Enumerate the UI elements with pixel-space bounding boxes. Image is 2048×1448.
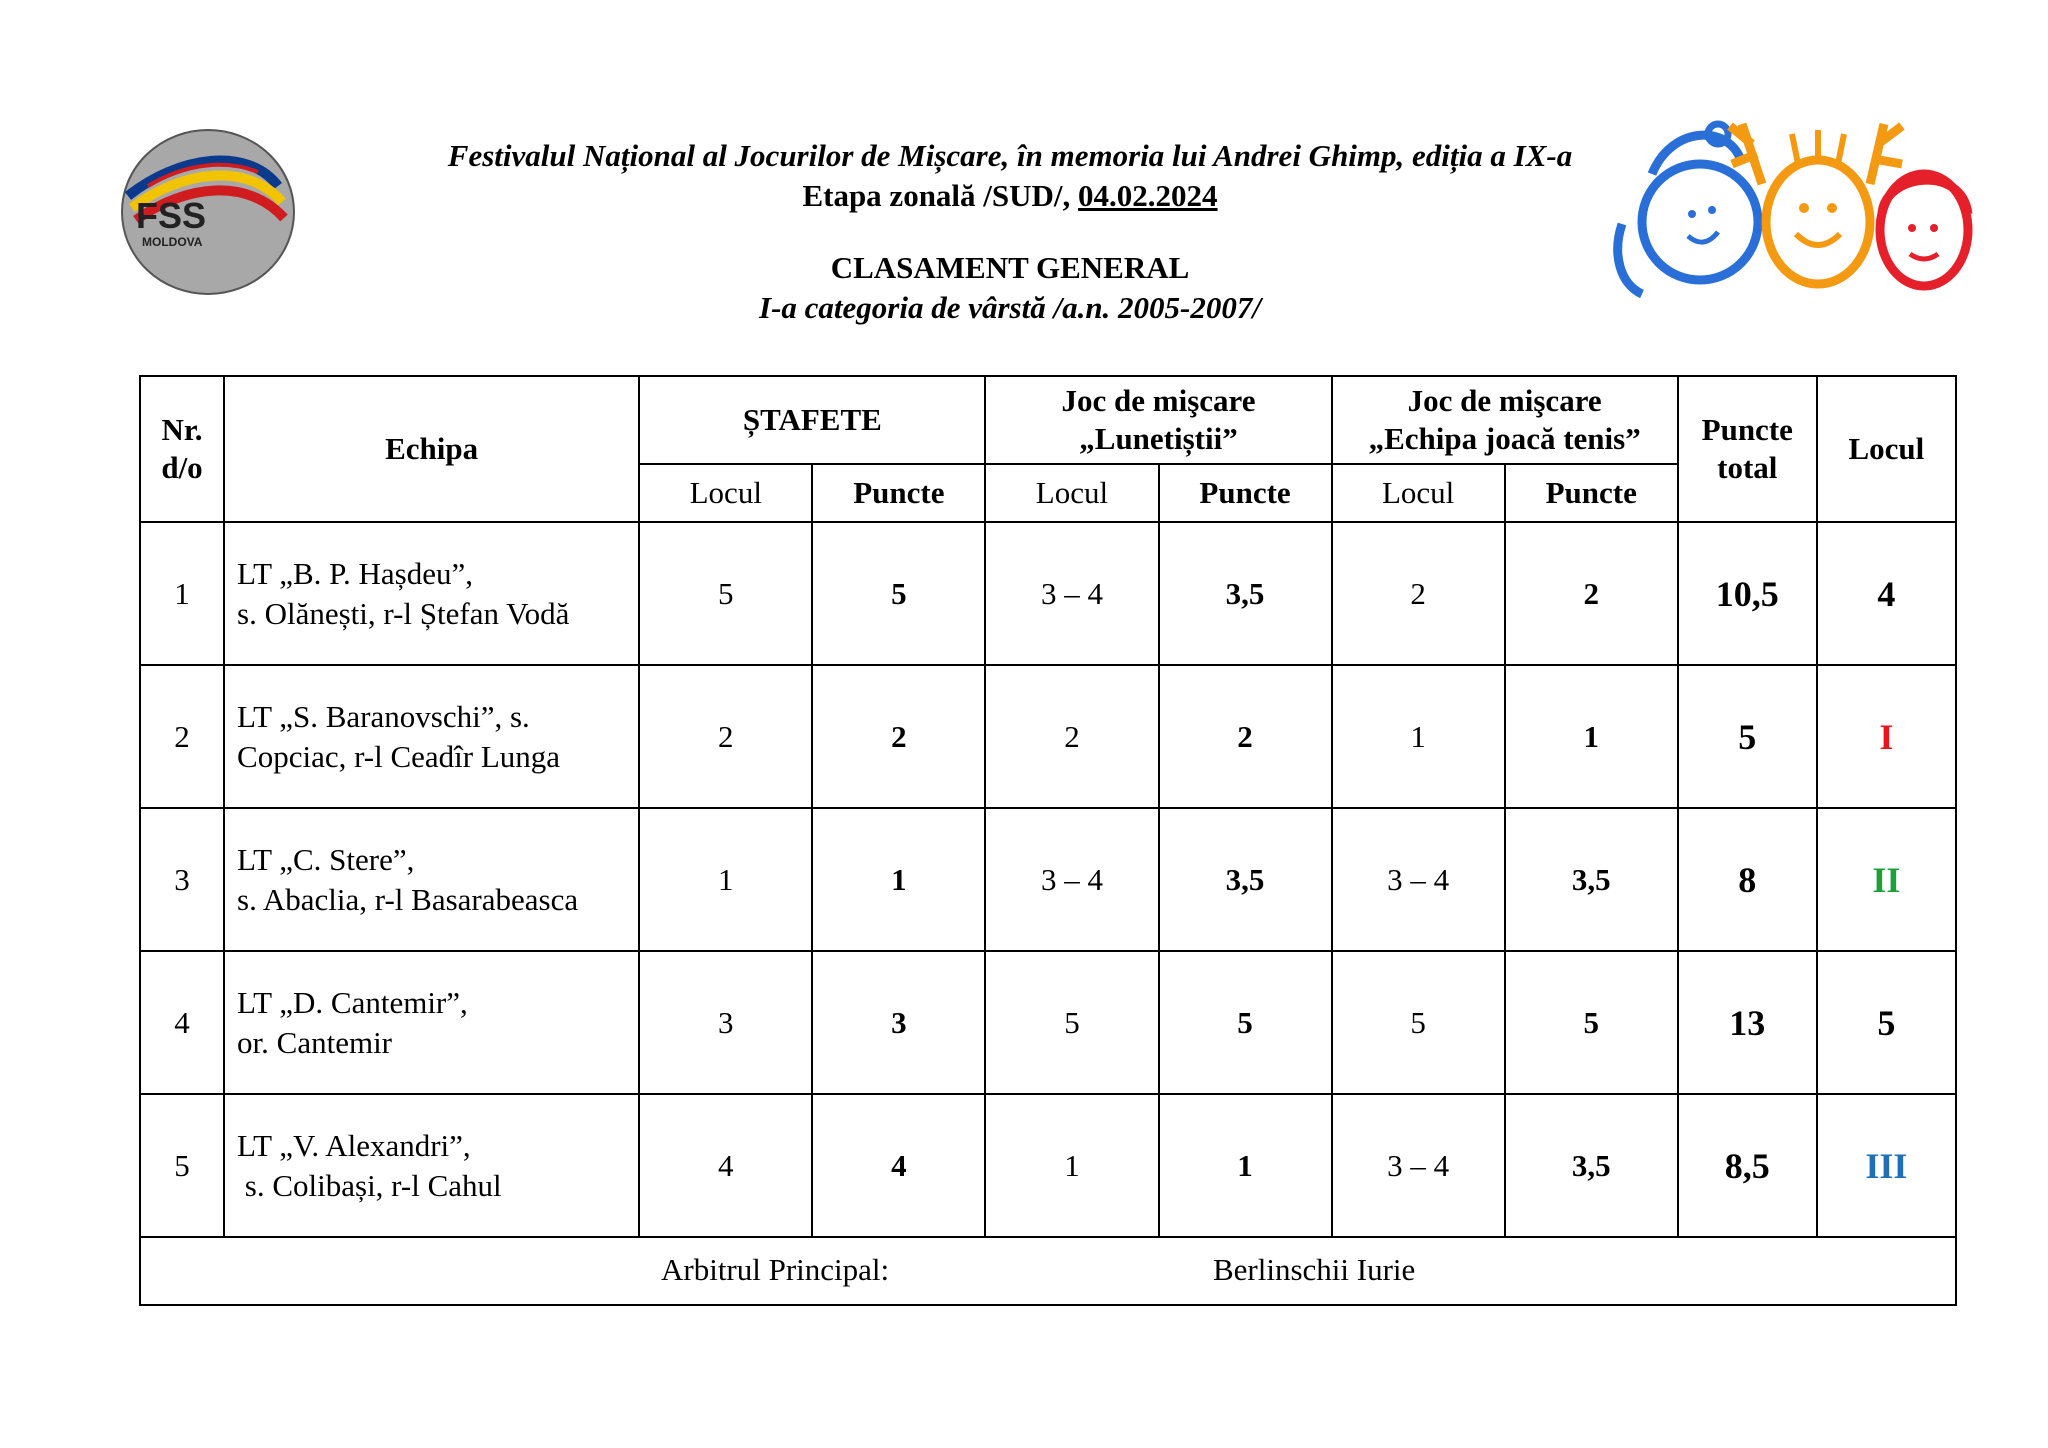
table-row: [140, 951, 1956, 1094]
cell-game2-points: 3,5: [1505, 1094, 1678, 1237]
document-header: [330, 136, 1690, 328]
game1-name: „Lunetiștii”: [1079, 421, 1238, 456]
table-row: [140, 1094, 1956, 1237]
cell-team: [224, 951, 639, 1094]
cell-relay-points: 2: [812, 665, 985, 808]
team-name: LT „C. Stere”,: [237, 841, 415, 877]
cell-total: 5: [1678, 665, 1817, 808]
cell-total: 8,5: [1678, 1094, 1817, 1237]
cell-nr: 5: [140, 1094, 224, 1237]
cell-relay-place: 2: [639, 665, 812, 808]
fss-logo-text: FSS: [136, 195, 207, 236]
cell-total: 10,5: [1678, 522, 1817, 665]
fss-logo-subtext: MOLDOVA: [142, 235, 203, 249]
cell-game1-place: 1: [985, 1094, 1158, 1237]
header-row-1: [140, 376, 1956, 464]
subheader-game2-place: Locul: [1332, 464, 1505, 522]
cell-relay-place: 4: [639, 1094, 812, 1237]
referee-name: Berlinschii Iurie: [1213, 1252, 1416, 1287]
subheader-game1-points: Puncte: [1159, 464, 1332, 522]
table-row: [140, 665, 1956, 808]
cell-game1-place: 5: [985, 951, 1158, 1094]
stage-line: [330, 176, 1690, 216]
team-location: s. Olănești, r-l Ștefan Vodă: [237, 595, 570, 631]
col-header-team: Echipa: [224, 376, 639, 522]
cell-game2-place: 3 – 4: [1332, 1094, 1505, 1237]
cell-game2-place: 2: [1332, 522, 1505, 665]
cell-game2-points: 3,5: [1505, 808, 1678, 951]
team-name: LT „V. Alexandri”,: [237, 1127, 471, 1163]
col-header-nr: Nr. d/o: [140, 376, 224, 522]
team-name: LT „S. Baranovschi”, s.: [237, 698, 530, 734]
col-header-game1: [985, 376, 1331, 464]
cell-place: I: [1817, 665, 1956, 808]
cell-relay-points: 5: [812, 522, 985, 665]
cell-relay-place: 1: [639, 808, 812, 951]
team-location: s. Colibași, r-l Cahul: [237, 1167, 502, 1203]
cell-game1-points: 5: [1159, 951, 1332, 1094]
subheader-game2-points: Puncte: [1505, 464, 1678, 522]
game1-title: Joc de mişcare: [1061, 383, 1256, 418]
cell-relay-points: 4: [812, 1094, 985, 1237]
cell-game1-place: 3 – 4: [985, 522, 1158, 665]
col-header-game2: [1332, 376, 1678, 464]
cell-total: 8: [1678, 808, 1817, 951]
team-name: LT „D. Cantemir”,: [237, 984, 468, 1020]
cell-place: III: [1817, 1094, 1956, 1237]
cell-team: [224, 808, 639, 951]
referee-label: Arbitrul Principal:: [661, 1252, 890, 1287]
stage-prefix: Etapa zonală /SUD/,: [802, 178, 1079, 213]
cell-game1-points: 1: [1159, 1094, 1332, 1237]
cell-team: [224, 1094, 639, 1237]
cell-place: II: [1817, 808, 1956, 951]
cell-relay-points: 3: [812, 951, 985, 1094]
fss-moldova-logo: [118, 126, 298, 298]
cell-nr: 2: [140, 665, 224, 808]
cell-game2-points: 2: [1505, 522, 1678, 665]
team-name: LT „B. P. Hașdeu”,: [237, 555, 473, 591]
team-location: s. Abaclia, r-l Basarabeasca: [237, 881, 579, 917]
cell-relay-points: 1: [812, 808, 985, 951]
cell-place: 5: [1817, 951, 1956, 1094]
col-header-place: Locul: [1817, 376, 1956, 522]
cell-place: 4: [1817, 522, 1956, 665]
cell-nr: 3: [140, 808, 224, 951]
page-title: CLASAMENT GENERAL: [830, 250, 1190, 285]
referee-cell: [140, 1237, 1956, 1305]
col-header-total: Puncte total: [1678, 376, 1817, 522]
stage-date: 04.02.2024: [1078, 178, 1218, 213]
cell-game2-points: 5: [1505, 951, 1678, 1094]
cell-game1-points: 2: [1159, 665, 1332, 808]
cell-game2-place: 3 – 4: [1332, 808, 1505, 951]
cell-game1-place: 2: [985, 665, 1158, 808]
subheader-game1-place: Locul: [985, 464, 1158, 522]
cell-game1-points: 3,5: [1159, 522, 1332, 665]
cell-relay-place: 3: [639, 951, 812, 1094]
standings-table: [139, 375, 1957, 1306]
cell-team: [224, 522, 639, 665]
page-subtitle: I-a categoria de vârstă /a.n. 2005-2007/: [759, 290, 1261, 325]
cell-team: [224, 665, 639, 808]
team-location: or. Cantemir: [237, 1024, 393, 1060]
cell-total: 13: [1678, 951, 1817, 1094]
cell-nr: 4: [140, 951, 224, 1094]
cell-game2-points: 1: [1505, 665, 1678, 808]
team-location: Copciac, r-l Ceadîr Lunga: [237, 738, 561, 774]
cell-game2-place: 5: [1332, 951, 1505, 1094]
table-row: [140, 808, 1956, 951]
cell-game1-points: 3,5: [1159, 808, 1332, 951]
col-header-relay: ȘTAFETE: [639, 376, 985, 464]
cell-game1-place: 3 – 4: [985, 808, 1158, 951]
table-row: [140, 522, 1956, 665]
fss-logo-icon: [118, 126, 298, 298]
festival-title: Festivalul Național al Jocurilor de Mișcare, în memoria lui Andrei Ghimp, ediția a IX-a: [447, 138, 1573, 173]
cell-game2-place: 1: [1332, 665, 1505, 808]
cell-nr: 1: [140, 522, 224, 665]
cell-relay-place: 5: [639, 522, 812, 665]
game2-name: „Echipa joacă tenis”: [1368, 421, 1641, 456]
footer-row: [140, 1237, 1956, 1305]
subheader-relay-points: Puncte: [812, 464, 985, 522]
game2-title: Joc de mişcare: [1407, 383, 1602, 418]
subheader-relay-place: Locul: [639, 464, 812, 522]
